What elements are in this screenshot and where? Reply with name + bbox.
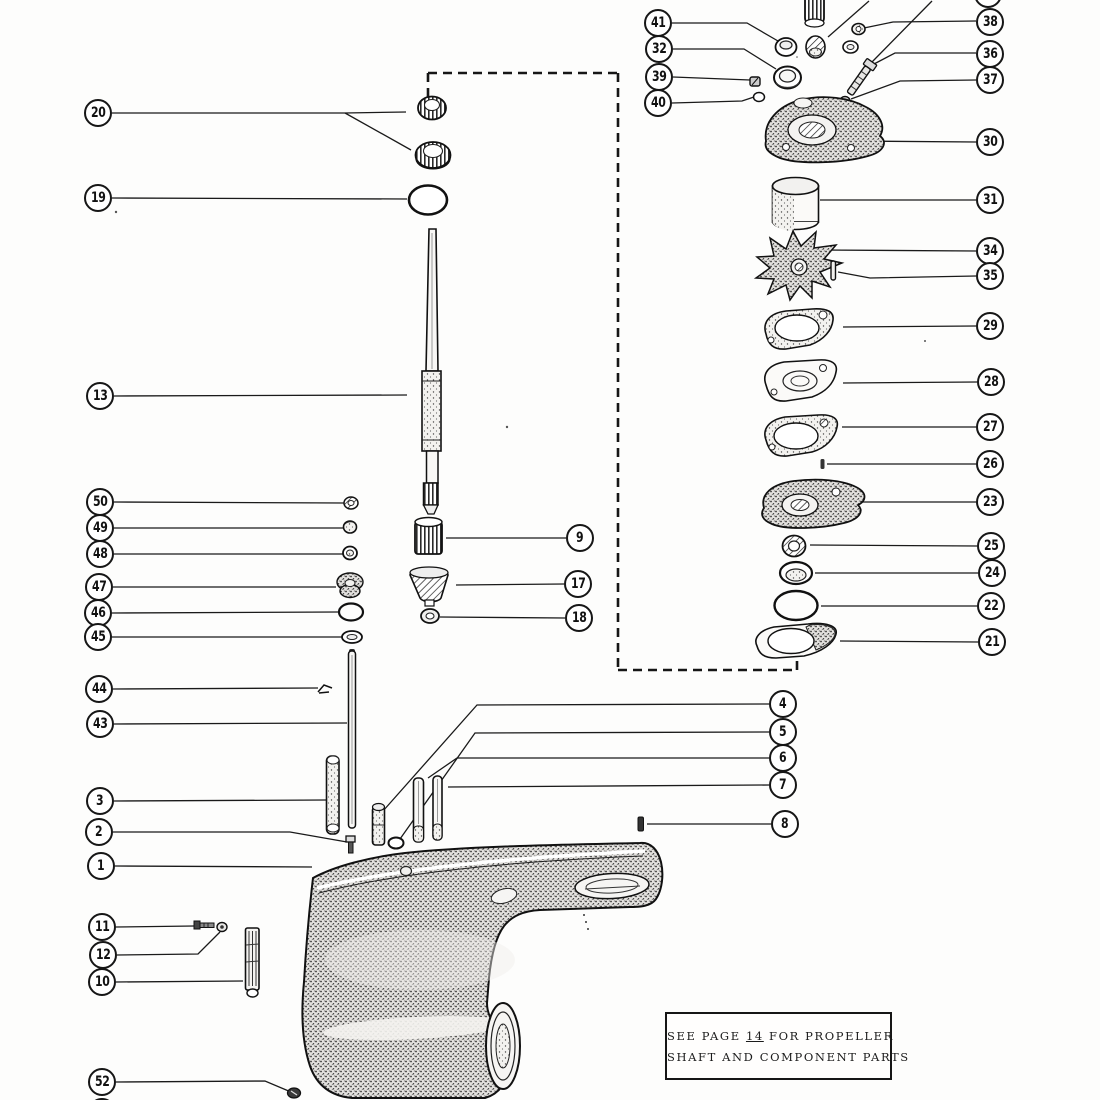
callout-40-label: 40	[650, 95, 666, 111]
callout-13-label: 13	[92, 388, 108, 404]
leader-10	[116, 981, 243, 982]
callout-31-label: 31	[982, 192, 998, 208]
callout-38-label: 38	[982, 14, 998, 30]
part-seal-ring-24	[780, 562, 812, 584]
callout-26	[976, 450, 1004, 478]
callout-36-label: 36	[982, 46, 998, 62]
callout-39	[645, 63, 673, 91]
callout-18-label: 18	[571, 610, 587, 626]
part-pin-8	[638, 817, 644, 831]
callout-45-label: 45	[90, 629, 106, 645]
part-bearing-cup-upper-20	[418, 97, 446, 120]
callout-30-label: 30	[982, 134, 998, 150]
callout-11-label: 11	[94, 919, 110, 935]
leader-39	[673, 77, 750, 80]
leader-34	[820, 250, 976, 251]
part-o-ring-22	[775, 591, 818, 620]
callout-37-label: 37	[982, 72, 998, 88]
part-gasket-21	[756, 623, 836, 658]
callout-23-label: 23	[982, 494, 998, 510]
callout-13	[86, 382, 114, 410]
callout-5	[769, 718, 797, 746]
callout-50	[86, 488, 114, 516]
callout-49-label: 49	[92, 520, 108, 536]
part-gasket-29	[765, 309, 833, 349]
callout-28	[977, 368, 1005, 396]
leader-20b	[345, 113, 411, 150]
part-plate-28	[765, 360, 837, 401]
callout-31	[976, 186, 1004, 214]
callout-47-label: 47	[91, 579, 107, 595]
callout-1	[87, 852, 115, 880]
callout-43	[86, 710, 114, 738]
callout-12-label: 12	[95, 947, 111, 963]
leader-36	[874, 53, 976, 64]
leader-52	[116, 1081, 291, 1092]
callout-34	[976, 237, 1004, 265]
part-retaining-ring-19	[409, 186, 447, 215]
leader-46	[112, 612, 338, 613]
callout-21	[978, 628, 1006, 656]
callout-22-label: 22	[983, 598, 999, 614]
callout-47	[85, 573, 113, 601]
part-retainer-32	[774, 67, 801, 89]
reference-note-box	[665, 1012, 910, 1080]
part-bevel-gear-17	[410, 567, 448, 606]
leader-12	[117, 932, 220, 955]
callout-8-label: 8	[781, 816, 789, 832]
leader-3	[114, 800, 326, 801]
part-roller-bearing-9	[415, 518, 442, 555]
callout-35	[976, 262, 1004, 290]
leader-1	[115, 866, 312, 867]
callout-9	[566, 524, 594, 552]
callout-3	[86, 787, 114, 815]
leader-41	[672, 23, 778, 41]
part-cap-nut-49	[344, 521, 357, 533]
part-plug-52	[288, 1088, 301, 1098]
part-sleeve-31	[773, 178, 819, 232]
part-washer-41	[776, 38, 797, 56]
callout-25	[977, 532, 1005, 560]
part-washer-50	[344, 497, 358, 509]
leader-28	[843, 382, 977, 383]
part-pin-6	[414, 778, 424, 842]
callout-7	[769, 771, 797, 799]
leader-29	[843, 326, 976, 327]
callout-7-label: 7	[779, 777, 787, 793]
callout-27	[976, 413, 1004, 441]
callout-35-label: 35	[982, 268, 998, 284]
callout-32-label: 32	[651, 41, 667, 57]
callout-38	[976, 8, 1004, 36]
callout-39-label: 39	[651, 69, 667, 85]
callout-19-label: 19	[90, 190, 106, 206]
callout-17	[564, 570, 592, 598]
callout-18	[565, 604, 593, 632]
part-slotted-sleeve-10	[246, 928, 260, 997]
callout-9-label: 9	[576, 530, 584, 546]
callout-17-label: 17	[570, 576, 586, 592]
callout-50-label: 50	[92, 494, 108, 510]
part-washer-36	[843, 41, 858, 53]
part-nut-38	[852, 24, 865, 35]
part-water-pump-housing-30	[766, 97, 884, 162]
callout-6	[769, 744, 797, 772]
part-shift-rod-43	[349, 651, 356, 828]
callout-12	[89, 941, 117, 969]
callout-23	[976, 488, 1004, 516]
part-screw-11	[194, 921, 214, 929]
callout-22	[977, 592, 1005, 620]
part-tube-3	[327, 756, 340, 834]
callout-25-label: 25	[983, 538, 999, 554]
part-impeller-34	[756, 231, 842, 300]
callout-48	[86, 540, 114, 568]
part-bearing-cup-lower-20	[416, 142, 451, 169]
part-driveshaft-13	[422, 229, 441, 514]
note-page-number: 14	[745, 1028, 764, 1043]
callout-49	[86, 514, 114, 542]
callout-4	[769, 690, 797, 718]
leader-25	[810, 545, 977, 546]
leader-13	[114, 395, 407, 396]
note-line1-suffix: FOR PROPELLER	[763, 1028, 894, 1043]
note-line-2: SHAFT AND COMPONENT PARTS	[667, 1049, 910, 1064]
part-pinion-nut-18	[421, 609, 439, 623]
gearcase-housing	[302, 843, 662, 1098]
part-impeller-key-35	[831, 261, 836, 280]
leader-lines	[112, 1, 978, 1092]
callout-37	[976, 66, 1004, 94]
part-pin-26	[821, 459, 825, 469]
part-clip-39	[750, 77, 760, 86]
leader-44	[113, 688, 318, 689]
part-oil-seal-25	[783, 536, 806, 557]
callout-2-label: 2	[95, 824, 103, 840]
callout-6-label: 6	[779, 750, 787, 766]
leader-11	[116, 926, 194, 927]
callout-20	[84, 99, 112, 127]
callout-26-label: 26	[982, 456, 998, 472]
callout-24-label: 24	[984, 565, 1000, 581]
callout-40	[644, 89, 672, 117]
leader-6	[428, 758, 769, 778]
callout-36	[976, 40, 1004, 68]
part-nut-12	[217, 923, 227, 932]
leader-7	[448, 785, 769, 787]
callout-45	[84, 623, 112, 651]
callout-41	[644, 9, 672, 37]
part-gear-assembly-47	[337, 573, 363, 598]
callout-24	[978, 559, 1006, 587]
callout-20-label: 20	[90, 105, 106, 121]
part-bolt-2	[346, 836, 355, 853]
callout-29-label: 29	[982, 318, 998, 334]
dashed-boundary	[428, 73, 797, 670]
leader-50	[114, 502, 344, 503]
callout-8	[771, 810, 799, 838]
part-clip-44	[318, 685, 332, 693]
callout-44	[85, 675, 113, 703]
callout-34-label: 34	[982, 243, 998, 259]
propeller-bore	[486, 1003, 520, 1089]
callout-29	[976, 312, 1004, 340]
leader-43	[114, 723, 347, 724]
part-pin-7	[433, 776, 442, 840]
callout-27-label: 27	[982, 419, 998, 435]
part-dowel-stud-4	[373, 804, 385, 846]
callout-11	[88, 913, 116, 941]
callout-3-label: 3	[96, 793, 104, 809]
leader-19	[112, 198, 407, 199]
callout-5-label: 5	[779, 724, 787, 740]
leader-32	[673, 49, 776, 69]
part-bearing-41b	[806, 36, 825, 58]
callout-52-label: 52	[94, 1074, 110, 1090]
part-clip-40	[754, 93, 765, 102]
part-seal-ring-5	[389, 838, 404, 849]
callout-44-label: 44	[91, 681, 107, 697]
leader-35	[838, 272, 976, 278]
part-pump-base-23	[762, 480, 864, 528]
callout-52	[88, 1068, 116, 1096]
part-ring-48	[343, 547, 357, 560]
note-line1-prefix: SEE PAGE	[667, 1028, 746, 1043]
leader-20	[112, 112, 406, 113]
part-gasket-27	[765, 415, 837, 456]
note-line-1	[667, 1028, 894, 1043]
leader-21	[840, 641, 978, 642]
callout-48-label: 48	[92, 546, 108, 562]
leader-38	[864, 21, 976, 28]
callout-10-label: 10	[94, 974, 110, 990]
callout-19	[84, 184, 112, 212]
callout-46-label: 46	[90, 605, 106, 621]
callout-30	[976, 128, 1004, 156]
callout-43-label: 43	[92, 716, 108, 732]
callout-1-label: 1	[97, 858, 105, 874]
leader-2	[113, 832, 347, 842]
callout-10	[88, 968, 116, 996]
leader-17	[456, 584, 564, 585]
callout-41-label: 41	[650, 15, 666, 31]
part-o-ring-46	[339, 604, 363, 621]
leader-40	[672, 97, 754, 103]
callout-21-label: 21	[984, 634, 1000, 650]
callout-32	[645, 35, 673, 63]
callout-28-label: 28	[983, 374, 999, 390]
callout-4-label: 4	[779, 696, 787, 712]
part-bearing-cage-top	[805, 0, 824, 27]
callout-2	[85, 818, 113, 846]
leader-37	[851, 80, 976, 99]
leader-18	[440, 617, 565, 618]
